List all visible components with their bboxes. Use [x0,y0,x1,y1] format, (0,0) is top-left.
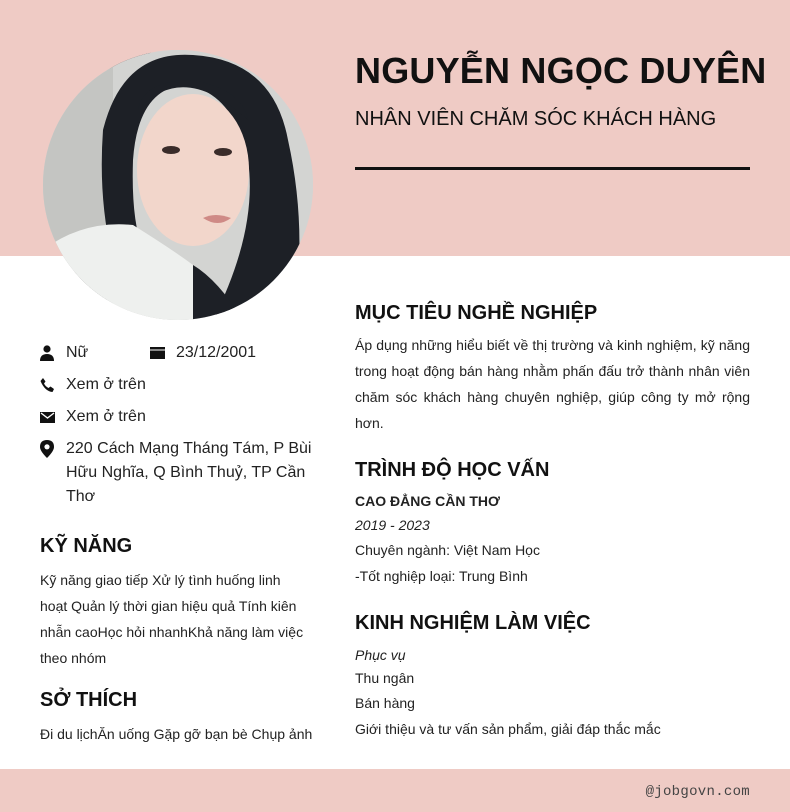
objective-text: Áp dụng những hiểu biết về thị trường và kinh nghiệm, kỹ năng trong hoạt động bán hàng nhằm phấn đấu trở thành nhân viên chăm sóc khách hàng chuyên nghiệp, giúp công ty mở rộng hơn. [355,337,750,431]
email-icon [39,405,55,429]
email-row [39,405,146,429]
birthday-row [149,341,256,365]
objective-heading: MỤC TIÊU NGHỀ NGHIỆP [355,302,598,324]
job-title: NHÂN VIÊN CHĂM SÓC KHÁCH HÀNG [355,108,717,130]
experience-item: Giới thiệu và tư vấn sản phẩm, giải đáp thắc mắc [355,721,661,737]
hobbies-heading: SỞ THÍCH [40,689,138,711]
candidate-name: NGUYỄN NGỌC DUYÊN [355,50,767,91]
skills-heading: KỸ NĂNG [40,535,133,557]
experience-item: Bán hàng [355,695,415,711]
calendar-icon [149,341,165,365]
gender-row [39,341,88,365]
experience-position: Phục vụ [355,647,406,663]
education-school: CAO ĐẲNG CẦN THƠ [355,493,500,509]
person-icon [39,341,55,365]
hobbies-text: Đi du lịchĂn uống Gặp gỡ bạn bè Chụp ảnh [40,726,313,742]
address-row [39,437,314,509]
phone-icon [39,373,55,397]
phone-row [39,373,146,397]
phone-value: Xem ở trên [66,376,146,393]
title-divider [355,167,750,170]
email-value: Xem ở trên [66,408,146,425]
footer-watermark: @jobgovn.com [645,784,750,800]
education-major: Chuyên ngành: Việt Nam Học [355,542,540,558]
experience-heading: KINH NGHIỆM LÀM VIỆC [355,612,591,634]
profile-photo [43,50,313,320]
skills-text: Kỹ năng giao tiếp Xử lý tình huống linh hoạt Quản lý thời gian hiệu quả Tính kiên nhẫn caoHọc hỏi nhanhKhả năng làm việc theo nhóm [40,572,304,666]
experience-item: Thu ngân [355,670,415,686]
location-pin-icon [39,437,55,461]
education-period: 2019 - 2023 [355,517,430,533]
address-value: 220 Cách Mạng Tháng Tám, P Bùi Hữu Nghĩa, Q Bình Thuỷ, TP Cần Thơ [66,440,312,505]
birthday-value: 23/12/2001 [176,344,257,361]
education-heading: TRÌNH ĐỘ HỌC VẤN [355,459,550,481]
education-grade: -Tốt nghiệp loại: Trung Bình [355,568,528,584]
gender-value: Nữ [66,344,89,361]
